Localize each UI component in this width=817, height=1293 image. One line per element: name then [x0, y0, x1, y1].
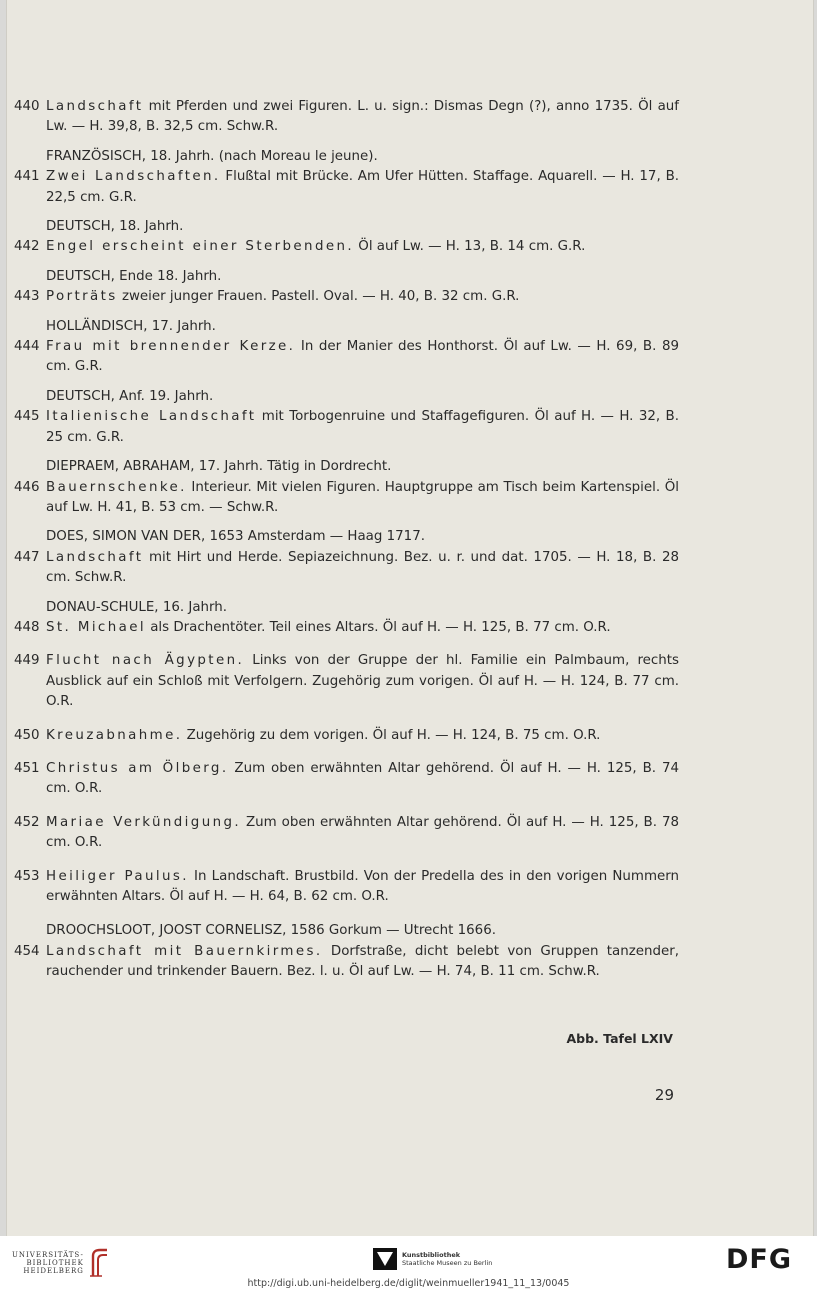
- page-number: 29: [654, 1086, 674, 1104]
- entry-number: 446: [14, 479, 40, 495]
- entry-number: 448: [14, 619, 40, 635]
- catalogue-entry: [14, 942, 679, 983]
- catalogue-entry: [14, 407, 679, 448]
- catalogue-entry: [14, 548, 679, 589]
- entry-title: Landschaft: [46, 99, 144, 114]
- entry-description: Öl auf Lw. — H. 13, B. 14 cm. G.R.: [354, 239, 586, 255]
- entry-number: 444: [14, 339, 40, 355]
- entry-number: 447: [14, 549, 40, 565]
- entry-body: [46, 548, 679, 589]
- catalogue-entry: [14, 651, 679, 712]
- entry-body: [46, 942, 679, 983]
- entry-body: [46, 618, 679, 638]
- entry-description: mit Pferden und zwei Figuren. L. u. sign.: Dismas Degn (?), anno 1735. Öl auf Lw. — H. 39,8, B. 32,5 cm. Schw.R.: [46, 99, 679, 135]
- entry-description: als Drachentöter. Teil eines Altars. Öl auf H. — H. 125, B. 77 cm. O.R.: [145, 619, 611, 635]
- entry-title: Mariae Verkündigung.: [46, 814, 242, 830]
- catalogue-entries: [14, 97, 679, 983]
- entry-description: Flußtal mit Brücke. Am Ufer Hütten. Staffage. Aquarell. — H. 17, B. 22,5 cm. G.R.: [46, 169, 680, 205]
- entry-title: Zwei Landschaften.: [46, 169, 221, 185]
- entry-body: [46, 813, 679, 854]
- kb-title: Kunstbibliothek: [402, 1251, 461, 1259]
- entry-description: Zugehörig zu dem vorigen. Öl auf H. — H. 124, B. 75 cm. O.R.: [182, 727, 601, 743]
- artist-heading: FRANZÖSISCH, 18. Jahrh. (nach Moreau le jeune).: [46, 148, 378, 164]
- entry-description: Zum oben erwähnten Altar gehörend. Öl auf H. — H. 125, B. 78 cm. O.R.: [46, 814, 679, 851]
- entry-number: 451: [14, 760, 40, 776]
- entry-title: Bauernschenke.: [46, 479, 187, 495]
- entry-body: [46, 237, 679, 257]
- uni-logo-line-3: HEIDELBERG: [23, 1267, 84, 1275]
- entry-number: 449: [14, 653, 40, 669]
- catalogue-entry: [14, 97, 679, 138]
- entry-body: [46, 287, 679, 307]
- entry-title: Heiliger Paulus.: [46, 868, 189, 884]
- entry-body: [46, 867, 679, 908]
- heidelberg-emblem-icon: [90, 1248, 110, 1278]
- entry-body: [46, 759, 679, 800]
- entry-title: Kreuzabnahme.: [46, 727, 183, 743]
- entry-number: 442: [14, 239, 40, 255]
- entry-number: 445: [14, 409, 40, 425]
- entry-title: Italienische Landschaft: [46, 409, 257, 425]
- artist-heading: DEUTSCH, Ende 18. Jahrh.: [46, 268, 222, 284]
- dfg-logo[interactable]: DFG: [726, 1244, 793, 1275]
- entry-number: 453: [14, 868, 40, 884]
- catalogue-entry: [14, 287, 679, 307]
- artist-heading: DROOCHSLOOT, JOOST CORNELISZ, 1586 Gorkum — Utrecht 1666.: [46, 923, 496, 939]
- entry-number: 452: [14, 814, 40, 830]
- catalogue-entry: [14, 167, 679, 208]
- artist-heading: DEUTSCH, Anf. 19. Jahrh.: [46, 388, 214, 404]
- entry-title: Frau mit brennender Kerze.: [46, 339, 296, 355]
- entry-body: [46, 407, 679, 448]
- entry-description: In der Manier des Honthorst. Öl auf Lw. — H. 69, B. 89 cm. G.R.: [46, 339, 679, 375]
- entry-description: In Landschaft. Brustbild. Von der Predella des in den vorigen Nummern erwähnten Altars. Öl auf H. — H. 64, B. 62 cm. O.R.: [46, 868, 679, 904]
- artist-heading: DOES, SIMON VAN DER, 1653 Amsterdam — Haag 1717.: [46, 529, 425, 545]
- artist-heading: DIEPRAEM, ABRAHAM, 17. Jahrh. Tätig in Dordrecht.: [46, 459, 392, 475]
- artist-heading: DEUTSCH, 18. Jahrh.: [46, 219, 184, 235]
- entry-number: 441: [14, 169, 40, 185]
- artist-heading: HOLLÄNDISCH, 17. Jahrh.: [46, 318, 216, 334]
- entry-number: 454: [14, 943, 40, 959]
- entry-body: [46, 726, 679, 746]
- catalogue-entry: [14, 337, 679, 378]
- entry-title: Porträts: [46, 289, 118, 305]
- kb-subtitle: Staatliche Museen zu Berlin: [402, 1259, 493, 1267]
- catalogue-entry: [14, 726, 679, 746]
- catalogue-entry: [14, 813, 679, 854]
- uni-logo-line-1: UNIVERSITÄTS-: [12, 1251, 84, 1259]
- entry-description: Dorfstraße, dicht belebt von Gruppen tanzender, rauchender und trinkender Bauern. Bez. l. u. Öl auf Lw. — H. 74, B. 11 cm. Schw.R.: [46, 943, 679, 980]
- entry-title: Landschaft mit Bauernkirmes.: [46, 943, 323, 959]
- entry-description: zweier junger Frauen. Pastell. Oval. — H. 40, B. 32 cm. G.R.: [117, 289, 520, 305]
- entry-number: 440: [14, 99, 40, 114]
- entry-description: Zum oben erwähnten Altar gehörend. Öl auf H. — H. 125, B. 74 cm. O.R.: [46, 760, 679, 797]
- entry-description: Interieur. Mit vielen Figuren. Hauptgruppe am Tisch beim Kartenspiel. Öl auf Lw. H. 41, B. 53 cm. — Schw.R.: [46, 479, 679, 515]
- digitization-footer: [0, 1236, 817, 1293]
- entry-body: [46, 478, 679, 519]
- catalogue-entry: [14, 237, 679, 257]
- entry-body: [46, 97, 679, 138]
- plate-reference: Abb. Tafel LXIV: [566, 1031, 673, 1046]
- entry-title: Christus am Ölberg.: [46, 760, 229, 776]
- uni-logo-line-2: BIBLIOTHEK: [26, 1259, 84, 1267]
- entry-title: Landschaft: [46, 549, 144, 565]
- catalogue-entry: [14, 759, 679, 800]
- entry-title: Flucht nach Ägypten.: [46, 653, 245, 669]
- entry-body: [46, 337, 679, 378]
- kunstbibliothek-emblem-icon: [373, 1248, 397, 1270]
- entry-body: [46, 651, 679, 712]
- entry-description: Links von der Gruppe der hl. Familie ein Palmbaum, rechts Ausblick auf ein Schloß mit Verfolgern. Zugehörig zum vorigen. Öl auf H. — H. 124, B. 77 cm. O.R.: [46, 653, 679, 710]
- catalogue-entry: [14, 478, 679, 519]
- entry-number: 443: [14, 289, 40, 305]
- entry-title: St. Michael: [46, 619, 146, 635]
- entry-body: [46, 167, 679, 208]
- entry-description: mit Hirt und Herde. Sepiazeichnung. Bez. u. r. und dat. 1705. — H. 18, B. 28 cm. Schw.R.: [46, 549, 679, 586]
- catalogue-entry: [14, 618, 679, 638]
- source-url[interactable]: http://digi.ub.uni-heidelberg.de/diglit/weinmueller1941_11_13/0045: [247, 1278, 570, 1289]
- catalogue-entry: [14, 867, 679, 908]
- artist-heading: DONAU-SCHULE, 16. Jahrh.: [46, 599, 228, 615]
- entry-title: Engel erscheint einer Sterbenden.: [46, 239, 355, 255]
- kunstbibliothek-logo[interactable]: [373, 1248, 492, 1270]
- heidelberg-library-logo[interactable]: [12, 1248, 110, 1278]
- entry-description: mit Torbogenruine und Staffagefiguren. Öl auf H. — H. 32, B. 25 cm. G.R.: [46, 409, 679, 445]
- entry-number: 450: [14, 727, 40, 743]
